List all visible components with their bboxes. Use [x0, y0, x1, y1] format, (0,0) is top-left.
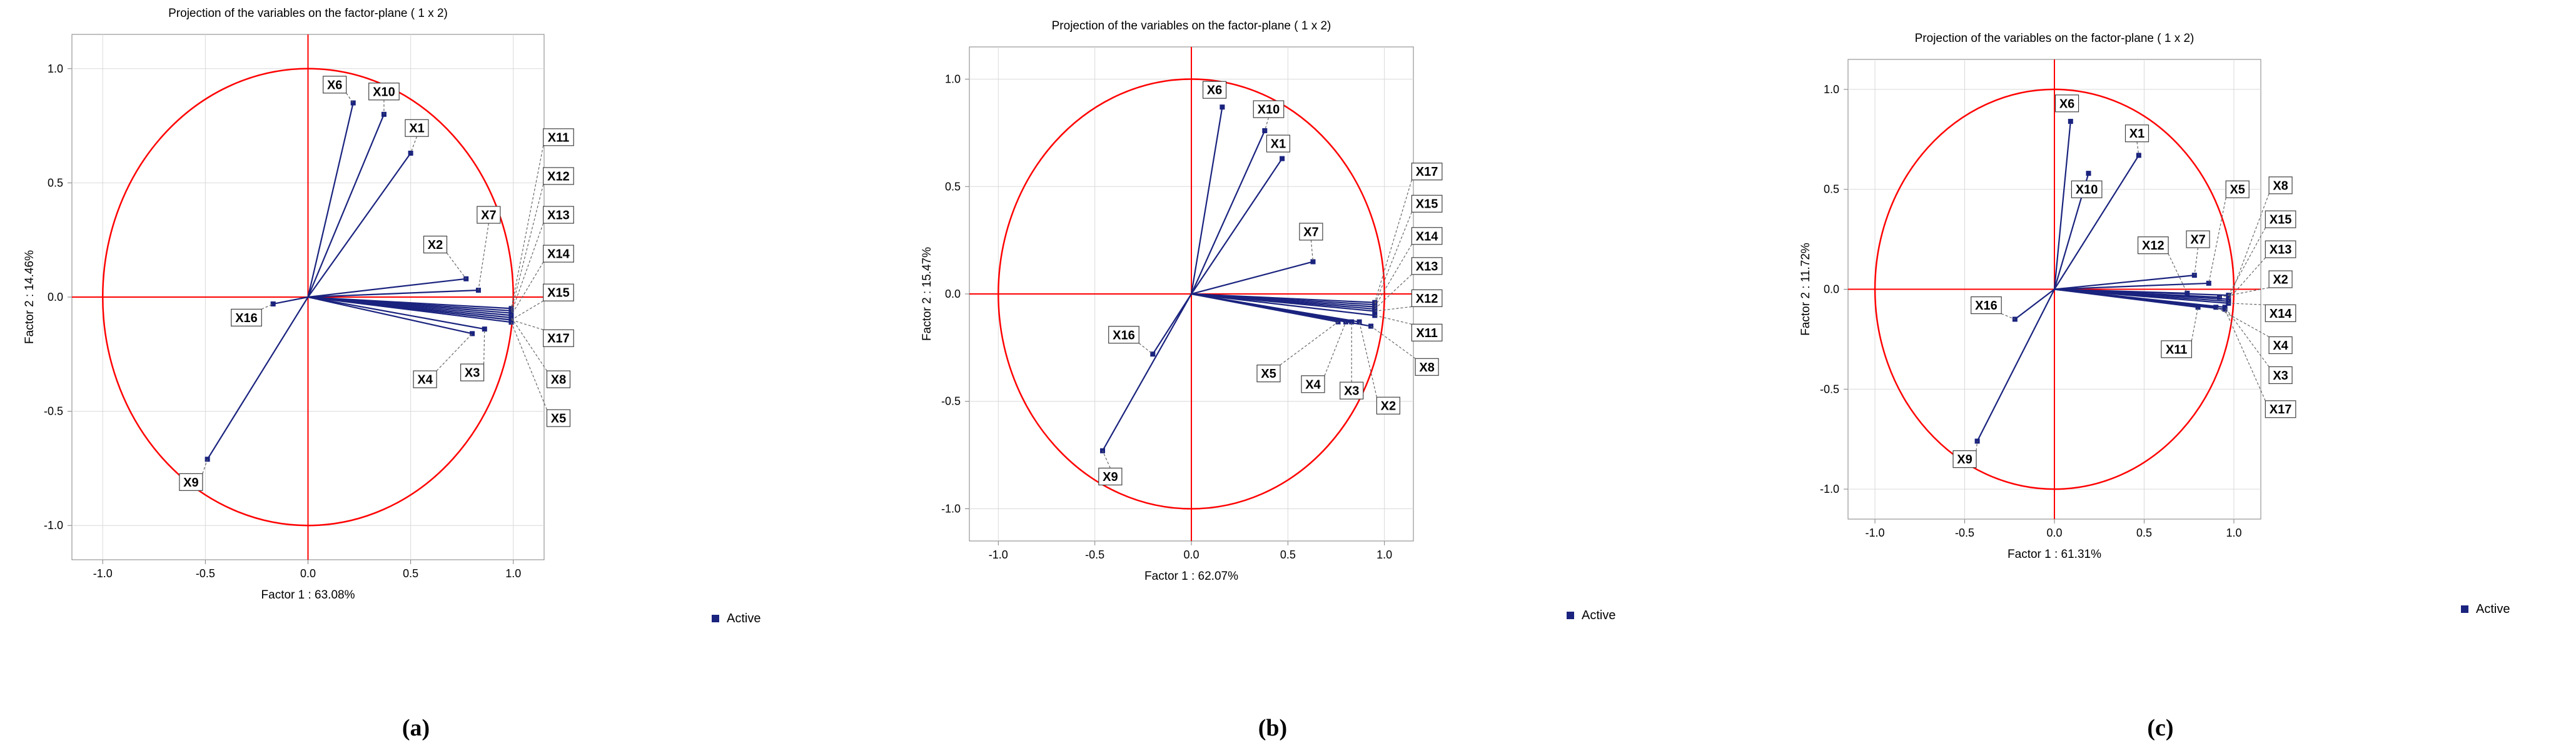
variable-label-x7: X7	[1303, 225, 1319, 240]
legend-marker	[2461, 605, 2468, 613]
variable-point-x17	[1372, 300, 1377, 305]
variable-label-x8: X8	[550, 373, 567, 387]
variable-label-x4: X4	[2273, 338, 2288, 353]
legend-marker	[712, 615, 719, 622]
variable-label-x16: X16	[1975, 299, 1998, 313]
variable-label-x14: X14	[1415, 230, 1438, 244]
variable-point-x16	[2013, 316, 2018, 321]
variable-label-x9: X9	[1103, 470, 1118, 484]
variable-label-x3: X3	[1343, 384, 1360, 398]
x-tick-label: -0.5	[1955, 527, 1975, 539]
variable-label-x4: X4	[1305, 378, 1321, 392]
chart-title: Projection of the variables on the factor-plane ( 1 x 2)	[168, 7, 448, 20]
variable-label-x1: X1	[2129, 127, 2145, 141]
variable-point-x1	[2136, 153, 2141, 158]
variable-label-x1: X1	[1270, 137, 1286, 151]
variable-point-x10	[2086, 171, 2091, 176]
y-tick-label: 0.5	[944, 180, 961, 193]
variable-label-x7: X7	[2190, 233, 2206, 247]
legend-label: Active	[727, 612, 761, 625]
x-tick-label: -1.0	[1865, 527, 1885, 539]
variable-label-x13: X13	[1415, 260, 1438, 274]
variable-label-x8: X8	[2273, 179, 2288, 193]
x-tick-label: -0.5	[195, 567, 215, 580]
chart-title: Projection of the variables on the factor-plane ( 1 x 2)	[1051, 19, 1331, 33]
variable-point-x12	[2185, 291, 2190, 296]
variable-point-x6	[2068, 119, 2073, 124]
y-tick-label: -1.0	[43, 519, 63, 532]
x-tick-label: 0.0	[1183, 548, 1200, 561]
variable-label-x7: X7	[481, 208, 497, 223]
variable-label-x11: X11	[2165, 343, 2188, 357]
variable-label-x17: X17	[547, 331, 570, 346]
variable-label-x4: X4	[417, 373, 433, 387]
variable-label-x10: X10	[1257, 103, 1280, 117]
x-tick-label: 1.0	[505, 567, 522, 580]
y-tick-label: 1.0	[47, 62, 63, 75]
variable-point-x6	[1220, 104, 1225, 109]
panel-b	[876, 0, 1670, 753]
x-tick-label: 0.0	[300, 567, 316, 580]
variable-label-x5: X5	[1261, 367, 1276, 382]
variable-point-x11	[1372, 313, 1377, 318]
pca-biplot-b	[876, 0, 1670, 688]
variable-label-x12: X12	[2142, 239, 2164, 253]
y-tick-label: 1.0	[944, 73, 961, 86]
y-tick-label: 0.0	[47, 291, 63, 303]
variable-label-x12: X12	[1415, 291, 1438, 306]
panel-a	[0, 0, 832, 753]
variable-label-x1: X1	[409, 121, 425, 136]
y-tick-label: 0.0	[1823, 283, 1839, 296]
y-tick-label: -0.5	[941, 395, 961, 408]
variable-label-x15: X15	[1415, 197, 1438, 211]
y-tick-label: 0.5	[47, 176, 63, 190]
x-axis-label: Factor 1 : 62.07%	[1144, 570, 1238, 583]
legend-label: Active	[1582, 609, 1616, 622]
variable-label-x15: X15	[547, 286, 570, 300]
y-tick-label: -1.0	[941, 502, 961, 515]
pca-biplot-c	[1745, 0, 2576, 688]
variable-label-x5: X5	[550, 412, 567, 426]
x-tick-label: 0.5	[2136, 527, 2152, 539]
x-tick-label: 0.0	[2046, 527, 2063, 539]
variable-point-x8	[1368, 324, 1373, 329]
variable-label-x17: X17	[2269, 403, 2292, 417]
variable-label-x2: X2	[2273, 273, 2288, 287]
variable-label-x14: X14	[547, 247, 570, 261]
variable-label-x6: X6	[1206, 83, 1223, 98]
variable-label-x6: X6	[326, 78, 343, 93]
variable-label-x3: X3	[464, 366, 480, 380]
panel-c-caption: (c)	[2147, 715, 2174, 741]
variable-label-x9: X9	[183, 475, 199, 490]
y-tick-label: 0.0	[944, 288, 961, 300]
variable-label-x10: X10	[2075, 183, 2098, 197]
variable-point-x1	[1280, 156, 1285, 161]
variable-label-x9: X9	[1957, 453, 1972, 467]
variable-point-x2	[1357, 320, 1362, 325]
x-axis-label: Factor 1 : 63.08%	[261, 589, 355, 602]
pca-biplot-a	[0, 0, 832, 688]
variable-label-x11: X11	[1416, 326, 1438, 340]
y-axis-label: Factor 2 : 15.47%	[921, 247, 934, 341]
y-tick-label: 0.5	[1823, 183, 1839, 196]
variable-label-x15: X15	[2269, 213, 2292, 227]
variable-label-x16: X16	[235, 311, 258, 325]
variable-label-x13: X13	[547, 208, 570, 223]
variable-label-x16: X16	[1113, 328, 1135, 343]
variable-label-x2: X2	[1380, 399, 1397, 413]
variable-point-x4	[2213, 305, 2218, 310]
x-axis-label: Factor 1 : 61.31%	[2008, 548, 2101, 561]
panel-b-caption: (b)	[1258, 715, 1288, 741]
variable-label-x3: X3	[2273, 368, 2288, 383]
variable-label-x14: X14	[2269, 306, 2292, 321]
y-axis-label: Factor 2 : 11.72%	[1799, 243, 1812, 336]
x-tick-label: 1.0	[1376, 548, 1393, 561]
variable-label-x6: X6	[2059, 97, 2075, 111]
y-tick-label: -1.0	[1819, 483, 1839, 496]
x-tick-label: -0.5	[1085, 548, 1105, 561]
variable-label-x10: X10	[373, 85, 395, 99]
y-tick-label: -0.5	[1819, 383, 1839, 396]
variable-label-x5: X5	[2230, 183, 2245, 197]
x-tick-label: 0.5	[1280, 548, 1296, 561]
y-axis-label: Factor 2 : 14.46%	[23, 250, 36, 344]
y-tick-label: 1.0	[1823, 83, 1839, 96]
variable-label-x13: X13	[2269, 243, 2292, 257]
variable-label-x2: X2	[427, 238, 443, 252]
variable-label-x8: X8	[1419, 360, 1435, 375]
x-tick-label: 1.0	[2226, 527, 2242, 539]
variable-label-x17: X17	[1415, 165, 1438, 179]
variable-label-x12: X12	[547, 169, 570, 184]
y-tick-label: -0.5	[43, 405, 63, 418]
chart-title: Projection of the variables on the factor-plane ( 1 x 2)	[1914, 32, 2195, 45]
x-tick-label: -1.0	[93, 567, 113, 580]
panel-a-caption: (a)	[402, 715, 430, 741]
panel-c	[1745, 0, 2576, 753]
legend-label: Active	[2476, 602, 2510, 616]
variable-label-x11: X11	[547, 131, 570, 145]
x-tick-label: -1.0	[988, 548, 1008, 561]
x-tick-label: 0.5	[403, 567, 419, 580]
legend-marker	[1567, 612, 1574, 619]
